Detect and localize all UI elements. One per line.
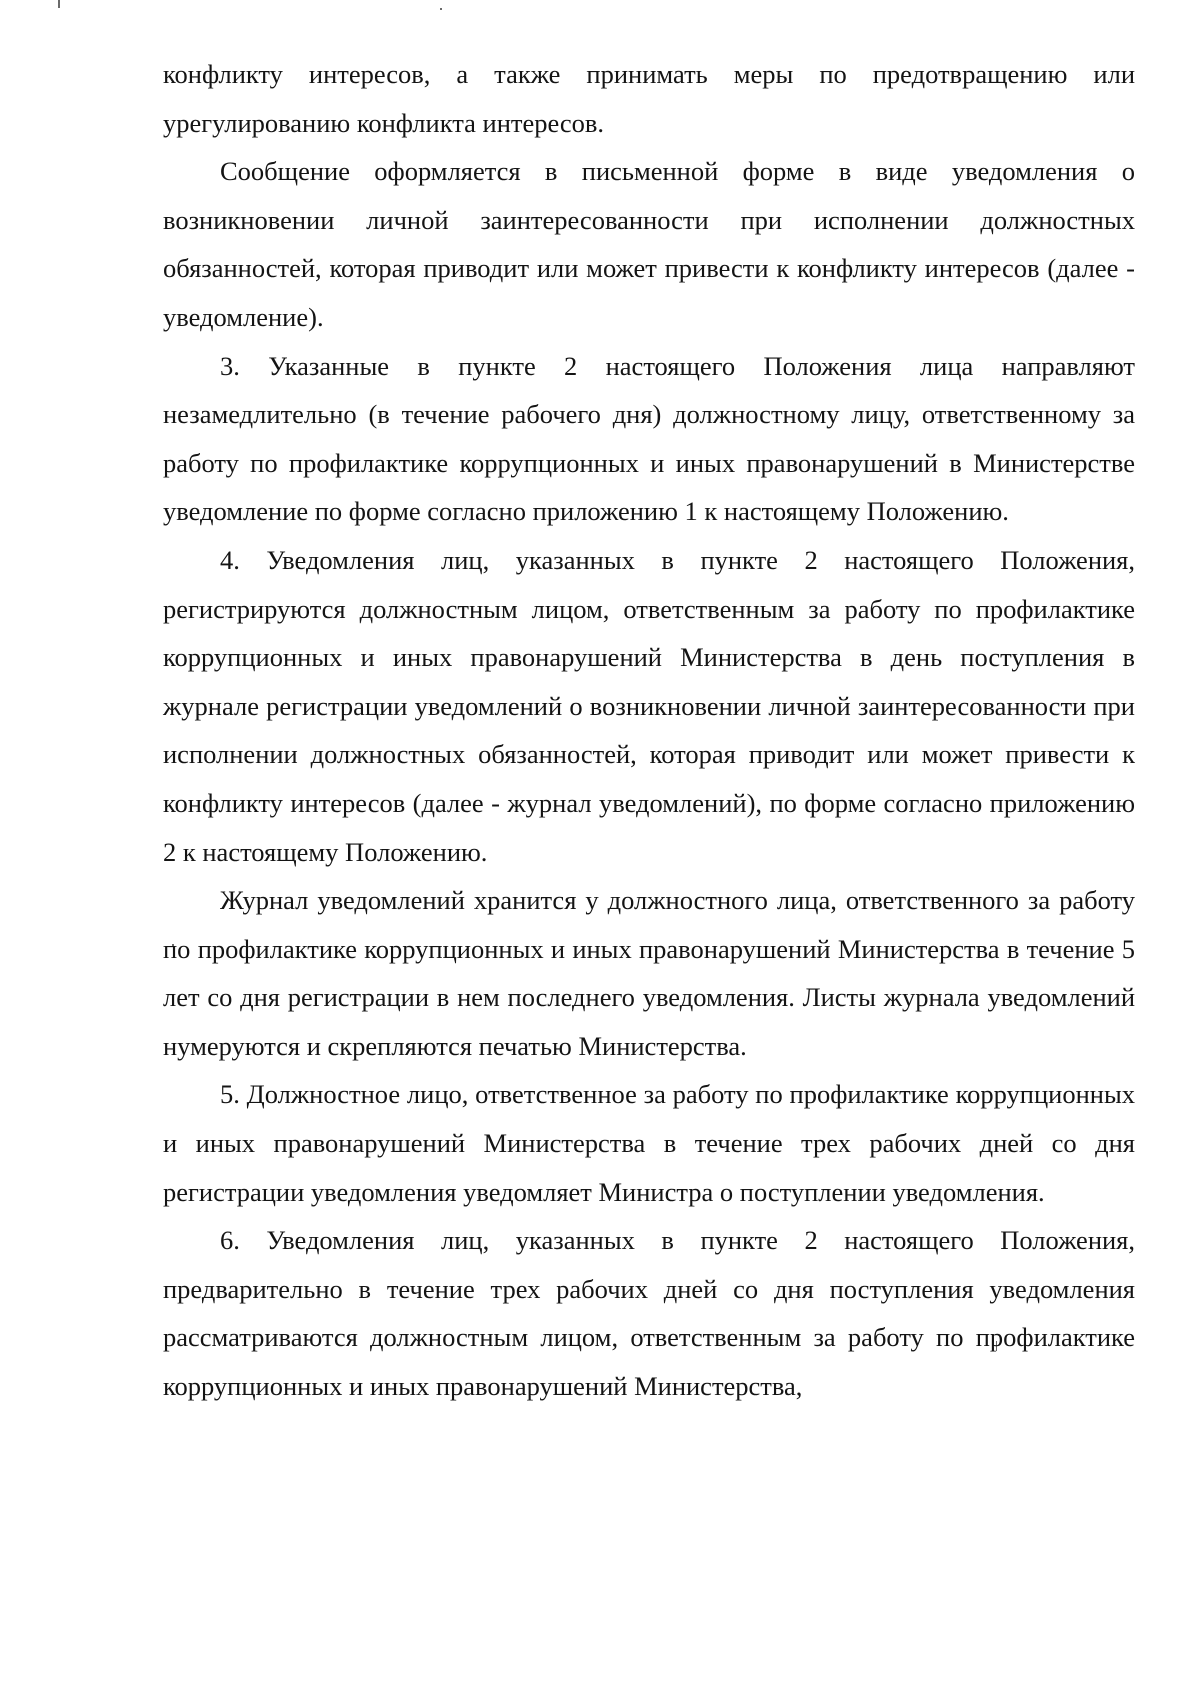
- paragraph: конфликту интересов, а также принимать меры по предотвращению или урегулированию конфликта интересов.: [163, 59, 1135, 138]
- paragraph: 6. Уведомления лиц, указанных в пункте 2 настоящего Положения, предварительно в течение трех рабочих дней со дня поступления уведомления рассматриваются должностным лицом, ответственным за работу по профилактике коррупционных и иных правонарушений Министерства,: [163, 1225, 1135, 1402]
- paragraph: Журнал уведомлений хранится у должностного лица, ответственного за работу по профилактике коррупционных и иных правонарушений Министерства в течение 5 лет со дня регистрации в нем последнего уведомления. Листы журнала уведомлений нумеруются и скрепляются печатью Министерства.: [163, 885, 1135, 1061]
- paragraph: Сообщение оформляется в письменной форме в виде уведомления о возникновении личной заинтересованности при исполнении должностных обязанностей, которая приводит или может привести к конфликту интересов (далее - уведомление).: [163, 156, 1135, 332]
- paragraph: 4. Уведомления лиц, указанных в пункте 2 настоящего Положения, регистрируются должностным лицом, ответственным за работу по профилактике коррупционных и иных правонарушений Министерства в день поступления в журнале регистрации уведомлений о возникновении личной заинтересованности при исполнении должностных обязанностей, которая приводит или может привести к конфликту интересов (далее - журнал уведомлений), по форме согласно приложению 2 к настоящему Положению.: [163, 544, 1135, 867]
- body-text: [163, 50, 1135, 1411]
- paragraph: 3. Указанные в пункте 2 настоящего Положения лица направляют незамедлительно (в течение рабочего дня) должностному лицу, ответственному за работу по профилактике коррупционных и иных правонарушений в Министерстве уведомление по форме согласно приложению 1 к настоящему Положению.: [163, 350, 1135, 527]
- scan-speck: [440, 8, 442, 10]
- paragraph: 5. Должностное лицо, ответственное за работу по профилактике коррупционных и иных правонарушений Министерства в течение трех рабочих дней со дня регистрации уведомления уведомляет Министра о поступлении уведомления.: [163, 1079, 1135, 1207]
- scan-speck: [58, 0, 60, 8]
